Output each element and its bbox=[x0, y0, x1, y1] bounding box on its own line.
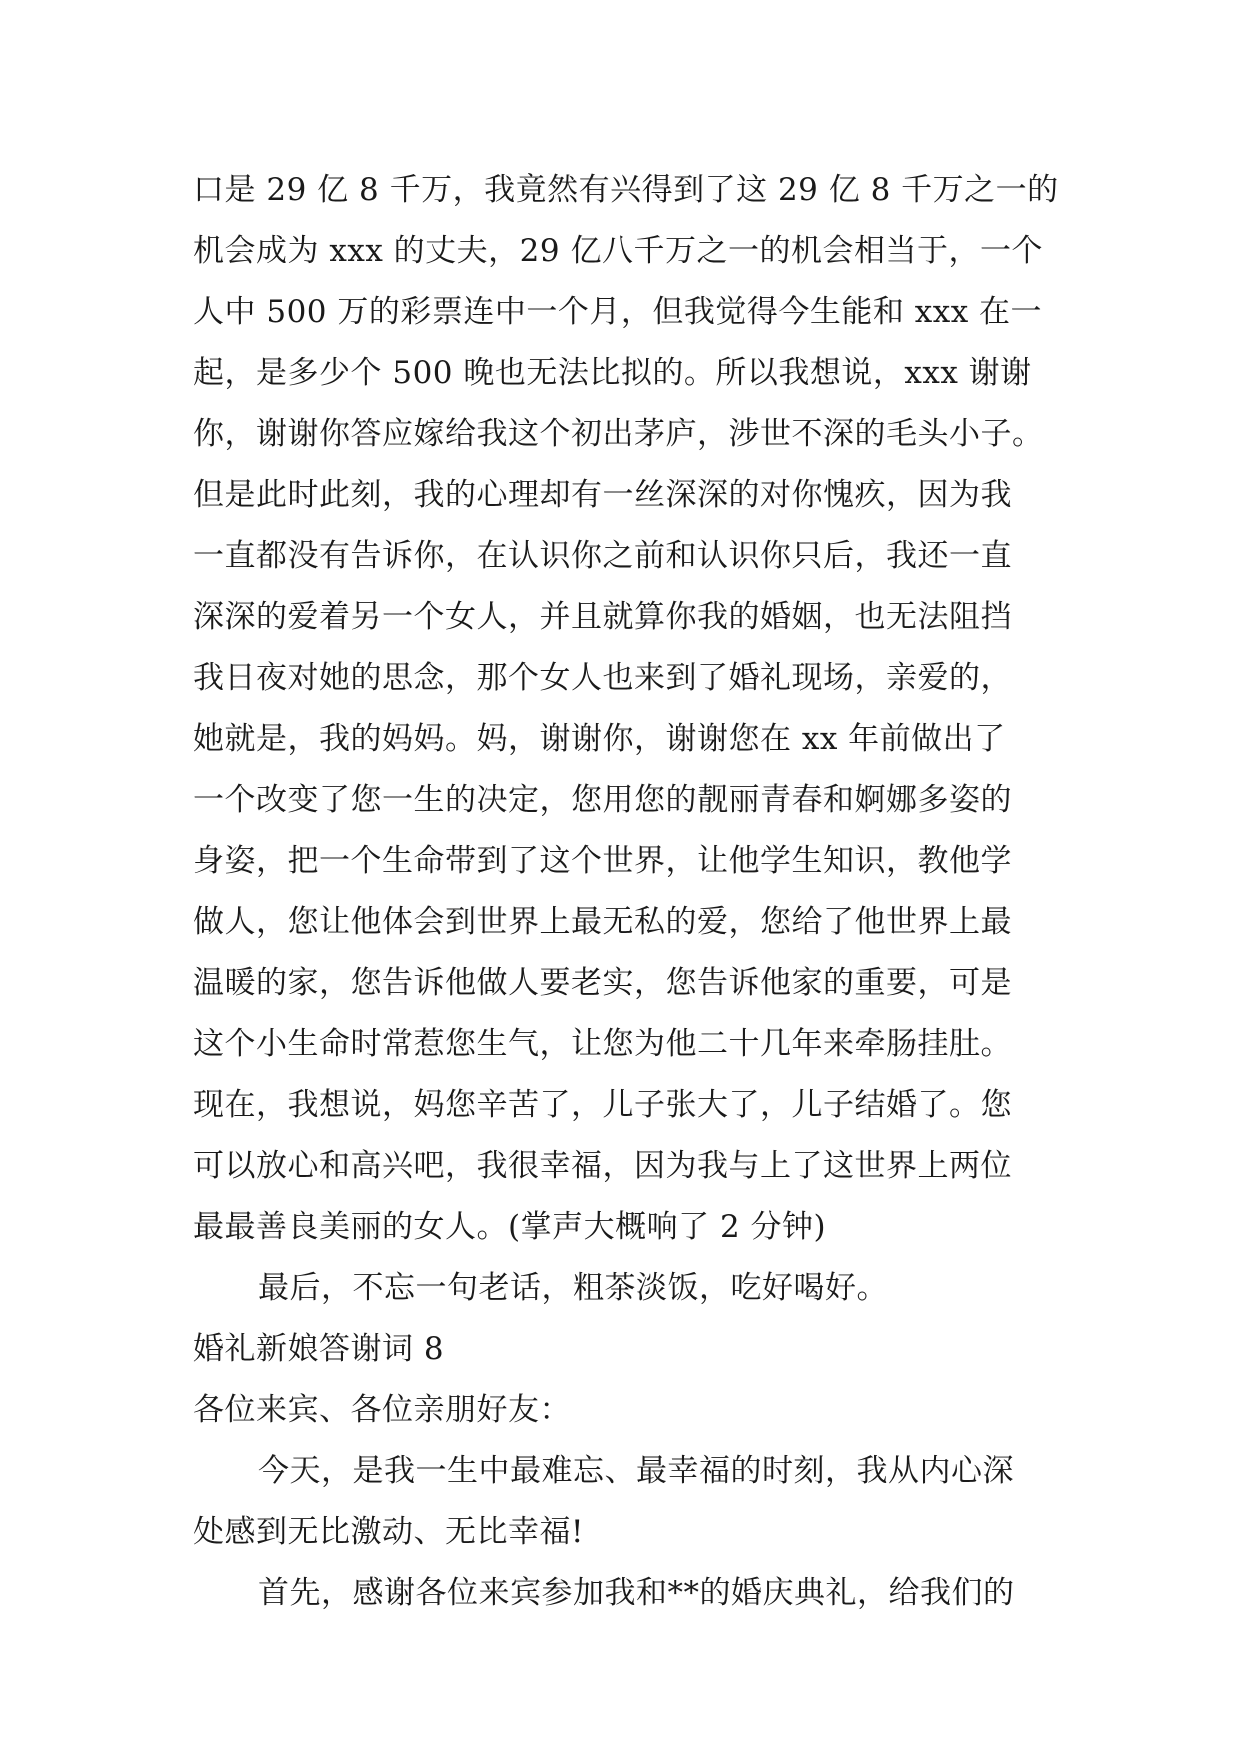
paragraph-line: 最最善良美丽的女人。(掌声大概响了 2 分钟) bbox=[193, 1209, 827, 1245]
paragraph-line: 但是此时此刻，我的心理却有一丝深深的对你愧疚，因为我 bbox=[193, 477, 1012, 513]
paragraph-line: 机会成为 xxx 的丈夫，29 亿八千万之一的机会相当于，一个 bbox=[193, 233, 1043, 269]
paragraph-line: 深深的爱着另一个女人，并且就算你我的婚姻，也无法阻挡 bbox=[193, 599, 1012, 635]
paragraph-line: 人中 500 万的彩票连中一个月，但我觉得今生能和 xxx 在一 bbox=[193, 294, 1043, 330]
paragraph-line: 温暖的家，您告诉他做人要老实，您告诉他家的重要，可是 bbox=[193, 965, 1012, 1001]
paragraph-line: 首先，感谢各位来宾参加我和**的婚庆典礼，给我们的 bbox=[258, 1575, 1015, 1611]
paragraph-line: 处感到无比激动、无比幸福! bbox=[193, 1514, 584, 1550]
paragraph-line: 今天，是我一生中最难忘、最幸福的时刻，我从内心深 bbox=[258, 1453, 1014, 1489]
paragraph-line: 一个改变了您一生的决定，您用您的靓丽青春和婀娜多姿的 bbox=[193, 782, 1012, 818]
paragraph-line: 起，是多少个 500 晚也无法比拟的。所以我想说，xxx 谢谢 bbox=[193, 355, 1032, 391]
paragraph-line: 现在，我想说，妈您辛苦了，儿子张大了，儿子结婚了。您 bbox=[193, 1087, 1012, 1123]
paragraph-line: 她就是，我的妈妈。妈，谢谢你，谢谢您在 xx 年前做出了 bbox=[193, 721, 1006, 757]
paragraph-line: 你，谢谢你答应嫁给我这个初出茅庐，涉世不深的毛头小子。 bbox=[193, 416, 1044, 452]
paragraph-line: 口是 29 亿 8 千万，我竟然有兴得到了这 29 亿 8 千万之一的 bbox=[193, 172, 1059, 208]
paragraph-line: 这个小生命时常惹您生气，让您为他二十几年来牵肠挂肚。 bbox=[193, 1026, 1012, 1062]
paragraph-line: 身姿，把一个生命带到了这个世界，让他学生知识，教他学 bbox=[193, 843, 1012, 879]
section-heading: 婚礼新娘答谢词 8 bbox=[193, 1331, 445, 1367]
paragraph-line: 最后，不忘一句老话，粗茶淡饭，吃好喝好。 bbox=[258, 1270, 888, 1306]
paragraph-line: 一直都没有告诉你，在认识你之前和认识你只后，我还一直 bbox=[193, 538, 1012, 574]
paragraph-line: 我日夜对她的思念，那个女人也来到了婚礼现场，亲爱的， bbox=[193, 660, 1012, 696]
body-text bbox=[193, 160, 1073, 1624]
paragraph-line: 做人，您让他体会到世界上最无私的爱，您给了他世界上最 bbox=[193, 904, 1012, 940]
salutation: 各位来宾、各位亲朋好友： bbox=[193, 1392, 571, 1428]
paragraph-line: 可以放心和高兴吧，我很幸福，因为我与上了这世界上两位 bbox=[193, 1148, 1012, 1184]
